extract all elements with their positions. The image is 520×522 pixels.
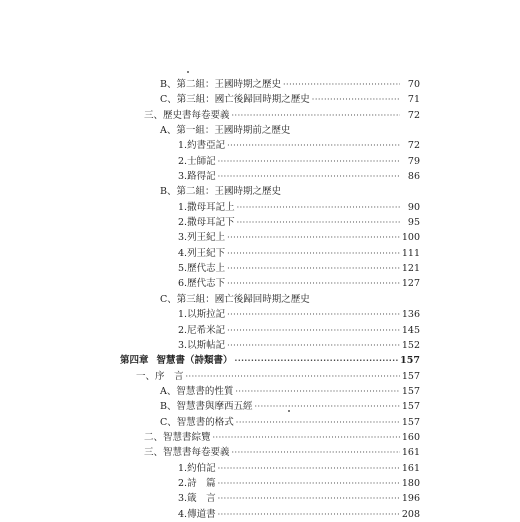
toc-page-number: 161 — [401, 447, 420, 459]
dot-leader — [227, 338, 400, 353]
toc-entry-label: 三、歷史書每卷要義 — [144, 109, 230, 121]
toc-entry[interactable] — [120, 230, 420, 245]
toc-chapter-entry[interactable] — [120, 353, 420, 368]
toc-page-number: 121 — [401, 263, 420, 275]
toc-entry[interactable] — [120, 384, 420, 399]
toc-page-number: 157 — [401, 385, 420, 397]
toc-entry[interactable] — [120, 338, 420, 353]
toc-page-number: 157 — [401, 401, 420, 413]
toc-entry[interactable] — [120, 491, 420, 506]
toc-section-heading — [120, 184, 420, 199]
toc-entry-label: 2.士師記 — [178, 155, 216, 167]
toc-entry-label: 3.箴 言 — [178, 493, 216, 505]
toc-page-number: 79 — [407, 155, 420, 167]
toc-page-number: 157 — [401, 416, 420, 428]
toc-page-number: 160 — [401, 431, 420, 443]
toc-page-number: 152 — [401, 339, 420, 351]
dot-leader — [227, 230, 400, 245]
dot-leader — [227, 276, 400, 291]
toc-entry-label: 3.路得記 — [178, 171, 216, 183]
dot-leader — [227, 261, 400, 276]
toc-entry[interactable] — [120, 323, 420, 338]
toc-page-number: 145 — [401, 324, 420, 336]
toc-page-number: 180 — [401, 477, 420, 489]
toc-entry-label: C、智慧書的格式 — [160, 416, 234, 428]
toc-page-number: 90 — [407, 201, 420, 213]
dot-leader — [312, 92, 400, 107]
toc-entry[interactable] — [120, 200, 420, 215]
toc-page-number: 86 — [407, 171, 420, 183]
toc-entry-label: A、第一組：王國時期前之歷史 — [160, 125, 291, 137]
toc-entry-label: 3.列王紀上 — [178, 232, 226, 244]
toc-entry[interactable] — [120, 138, 420, 153]
toc-page-number: 70 — [407, 79, 420, 90]
dot-leader — [218, 491, 400, 506]
toc-page-number: 208 — [401, 508, 420, 520]
dot-leader — [236, 415, 400, 430]
toc-page-number: 157 — [401, 370, 420, 382]
toc-entry-label: 3.以斯帖記 — [178, 339, 226, 351]
dot-leader — [218, 507, 400, 522]
toc-page-number: 136 — [401, 309, 420, 321]
chapter-number: 第四章 — [120, 355, 149, 367]
toc-page-number: 157 — [400, 355, 420, 367]
toc-entry[interactable] — [120, 215, 420, 230]
toc-page-number: 127 — [401, 278, 420, 290]
toc-entry-label: 6.歷代志下 — [178, 278, 226, 290]
table-of-contents — [120, 77, 420, 522]
scan-speck — [187, 71, 189, 73]
dot-leader — [218, 169, 400, 184]
toc-entry[interactable] — [120, 399, 420, 414]
toc-entry-label: 4.列王紀下 — [178, 247, 226, 259]
dot-leader — [283, 77, 400, 92]
toc-entry[interactable] — [120, 369, 420, 384]
toc-section-heading — [120, 292, 420, 307]
dot-leader — [213, 430, 400, 445]
toc-entry-label: 1.約書亞記 — [178, 140, 226, 152]
toc-page-number: 100 — [401, 232, 420, 244]
dot-leader — [218, 461, 400, 476]
chapter-title: 智慧書（詩類書） — [156, 355, 233, 367]
toc-entry[interactable] — [120, 77, 420, 92]
toc-entry-label: 1.撒母耳記上 — [178, 201, 235, 213]
toc-entry-label: 2.撒母耳記下 — [178, 217, 235, 229]
toc-entry[interactable] — [120, 461, 420, 476]
toc-entry-label: 4.傳道書 — [178, 508, 216, 520]
dot-leader — [227, 323, 400, 338]
toc-entry[interactable] — [120, 415, 420, 430]
toc-entry[interactable] — [120, 276, 420, 291]
dot-leader — [232, 445, 400, 460]
toc-entry-label: 1.以斯拉記 — [178, 309, 226, 321]
toc-entry[interactable] — [120, 246, 420, 261]
toc-entry[interactable] — [120, 92, 420, 107]
toc-entry[interactable] — [120, 476, 420, 491]
dot-leader — [227, 246, 400, 261]
toc-page-number: 72 — [407, 109, 420, 121]
toc-entry-label: 二、智慧書綜覽 — [144, 431, 211, 443]
toc-entry-label: C、第三組：國亡後歸回時期之歷史 — [160, 94, 310, 106]
toc-entry-label: B、智慧書與摩西五經 — [160, 401, 253, 413]
toc-entry-label: C、第三組：國亡後歸回時期之歷史 — [160, 293, 310, 305]
dot-leader — [237, 215, 400, 230]
toc-section-heading — [120, 123, 420, 138]
toc-page-number: 196 — [401, 493, 420, 505]
dot-leader — [227, 138, 400, 153]
toc-entry[interactable] — [120, 169, 420, 184]
toc-entry-label: 一、序 言 — [136, 370, 184, 382]
toc-entry[interactable] — [120, 108, 420, 123]
toc-entry-label: 5.歷代志上 — [178, 263, 226, 275]
dot-leader — [218, 154, 400, 169]
toc-page-number: 161 — [401, 462, 420, 474]
toc-entry-label: B、第二組：王國時期之歷史 — [160, 79, 281, 90]
toc-entry[interactable] — [120, 307, 420, 322]
dot-leader — [237, 200, 400, 215]
dot-leader — [218, 476, 400, 491]
dot-leader — [254, 399, 399, 414]
dot-leader — [235, 384, 399, 399]
toc-page-number: 95 — [407, 217, 420, 229]
dot-leader — [186, 369, 400, 384]
toc-entry-label: 2.詩 篇 — [178, 477, 216, 489]
dot-leader — [235, 353, 399, 368]
toc-page-number: 71 — [407, 94, 420, 106]
toc-entry[interactable] — [120, 445, 420, 460]
toc-page-number: 111 — [401, 247, 420, 259]
dot-leader — [232, 108, 400, 123]
dot-leader — [227, 307, 400, 322]
toc-entry[interactable] — [120, 430, 420, 445]
toc-entry-label: 1.約伯記 — [178, 462, 216, 474]
toc-page-number: 72 — [407, 140, 420, 152]
toc-entry-label: B、第二組：王國時期之歷史 — [160, 186, 281, 198]
toc-entry[interactable] — [120, 507, 420, 522]
toc-entry[interactable] — [120, 261, 420, 276]
toc-entry-label: 2.尼希米記 — [178, 324, 226, 336]
toc-entry-label: A、智慧書的性質 — [160, 385, 234, 397]
toc-entry[interactable] — [120, 154, 420, 169]
toc-entry-label: 三、智慧書每卷要義 — [144, 447, 230, 459]
